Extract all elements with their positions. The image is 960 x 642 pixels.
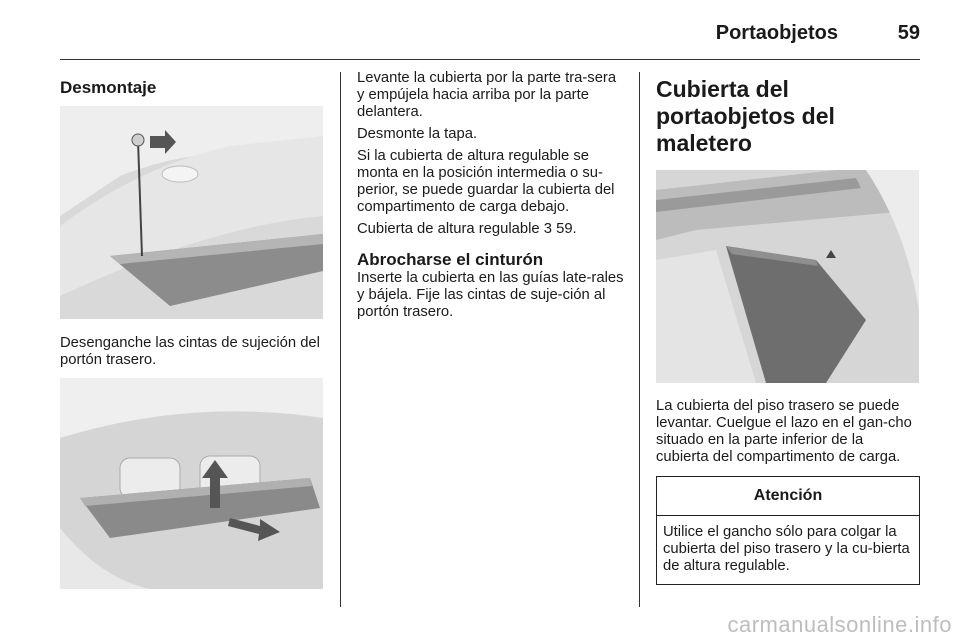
paragraph-reference bbox=[357, 221, 625, 238]
header-rule bbox=[60, 59, 920, 60]
paragraph: La cubierta del piso trasero se puede levantar. Cuelgue el lazo en el gan-cho situado en la parte inferior de la cubierta del compartimento de carga. bbox=[656, 398, 912, 465]
attention-box bbox=[656, 476, 920, 585]
section-heading-cinturon: Abrocharse el cinturón bbox=[357, 250, 544, 269]
page-title: Portaobjetos bbox=[715, 22, 838, 44]
attention-text: Utilice el gancho sólo para colgar la cubierta del piso trasero y la cu-bierta de altura regulable. bbox=[663, 524, 910, 574]
figure-floor-cover bbox=[656, 170, 919, 383]
page-header bbox=[60, 18, 920, 58]
page-reference-link[interactable]: 3 59. bbox=[543, 221, 577, 237]
column-divider bbox=[340, 72, 341, 607]
section-heading-desmontaje: Desmontaje bbox=[60, 78, 157, 97]
attention-title: Atención bbox=[657, 477, 919, 516]
paragraph-block bbox=[656, 398, 920, 466]
caption-block bbox=[60, 335, 325, 369]
figure-lift-cover bbox=[60, 378, 323, 589]
paragraph: Levante la cubierta por la parte tra-sera y empújela hacia arriba por la parte delantera. bbox=[357, 70, 617, 120]
paragraph: Inserte la cubierta en las guías late-rales y bájela. Fije las cintas de suje-ción al portón trasero. bbox=[357, 270, 624, 320]
column-2 bbox=[357, 70, 625, 321]
attention-body bbox=[657, 516, 919, 583]
section-heading-cubierta: Cubierta del portaobjetos del maletero bbox=[656, 76, 835, 156]
column-divider bbox=[639, 72, 640, 607]
column-1 bbox=[60, 70, 325, 98]
page-number: 59 bbox=[897, 22, 920, 44]
paragraph: Si la cubierta de altura regulable se monta en la posición intermedia o su-perior, se puede guardar la cubierta del compartimento de carga debajo. bbox=[357, 148, 615, 215]
watermark: carmanualsonline.info bbox=[727, 612, 952, 637]
paragraph: Desmonte la tapa. bbox=[357, 126, 478, 142]
caption-release-straps: Desenganche las cintas de sujeción del portón trasero. bbox=[60, 335, 320, 368]
reference-text: Cubierta de altura regulable bbox=[357, 221, 540, 237]
figure-tailgate-straps bbox=[60, 106, 323, 319]
